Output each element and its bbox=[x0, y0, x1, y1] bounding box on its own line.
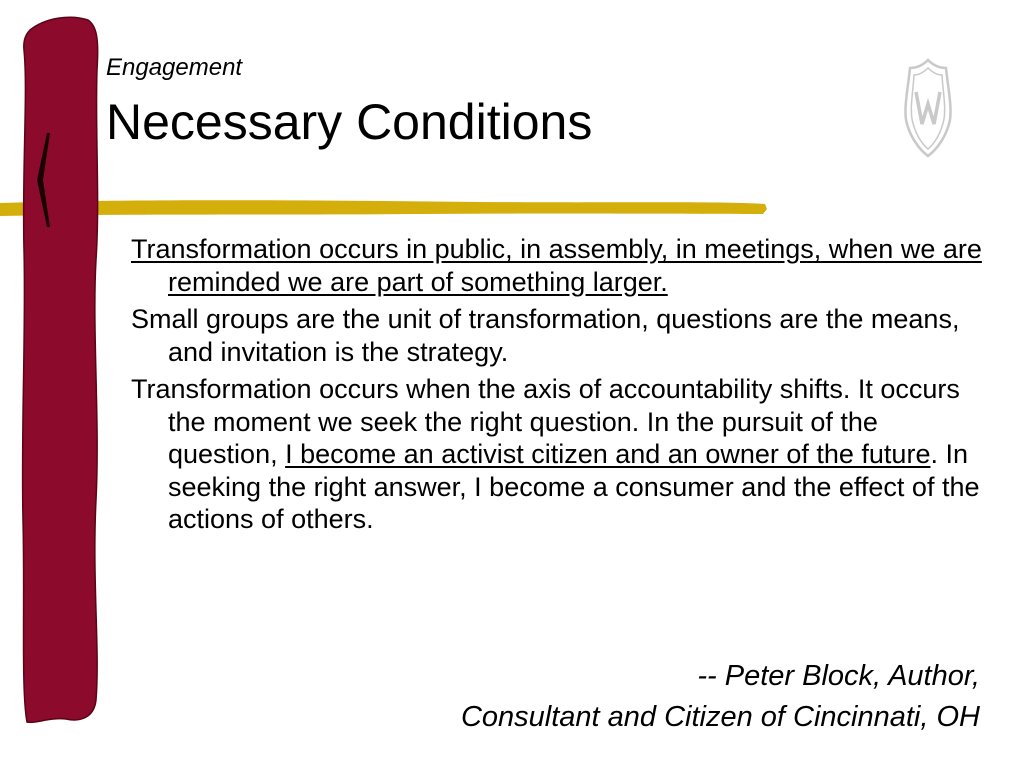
body-list bbox=[131, 233, 991, 541]
paragraph-small-groups bbox=[131, 303, 991, 368]
slide-subtitle: Engagement bbox=[106, 54, 243, 81]
attribution-line-2: Consultant and Citizen of Cincinnati, OH bbox=[460, 701, 980, 733]
paragraph-accountability bbox=[131, 373, 991, 536]
gold-stripe bbox=[0, 200, 767, 216]
paragraph-public-transformation bbox=[131, 233, 991, 298]
attribution bbox=[461, 656, 980, 738]
paragraph-public-transformation-text: Transformation occurs in public, in assembly, in meetings, when we are reminded we are part of something larger. bbox=[131, 234, 982, 297]
paragraph-accountability-before: Transformation occurs when the axis of accountability shifts. It occurs the moment we seek the right question. In the pursuit of the question, bbox=[131, 374, 960, 469]
paragraph-small-groups-text: Small groups are the unit of transformation, questions are the means, and invitation is the strategy. bbox=[131, 304, 960, 367]
attribution-line-1: -- Peter Block, Author, bbox=[697, 660, 980, 692]
maroon-stick bbox=[23, 17, 98, 722]
paragraph-accountability-underlined: I become an activist citizen and an owner of the future bbox=[285, 439, 931, 469]
paragraph-accountability-after: . In seeking the right answer, I become a consumer and the effect of the actions of others. bbox=[168, 439, 980, 534]
slide-title: Necessary Conditions bbox=[106, 94, 593, 150]
university-crest-w-icon bbox=[902, 58, 954, 158]
